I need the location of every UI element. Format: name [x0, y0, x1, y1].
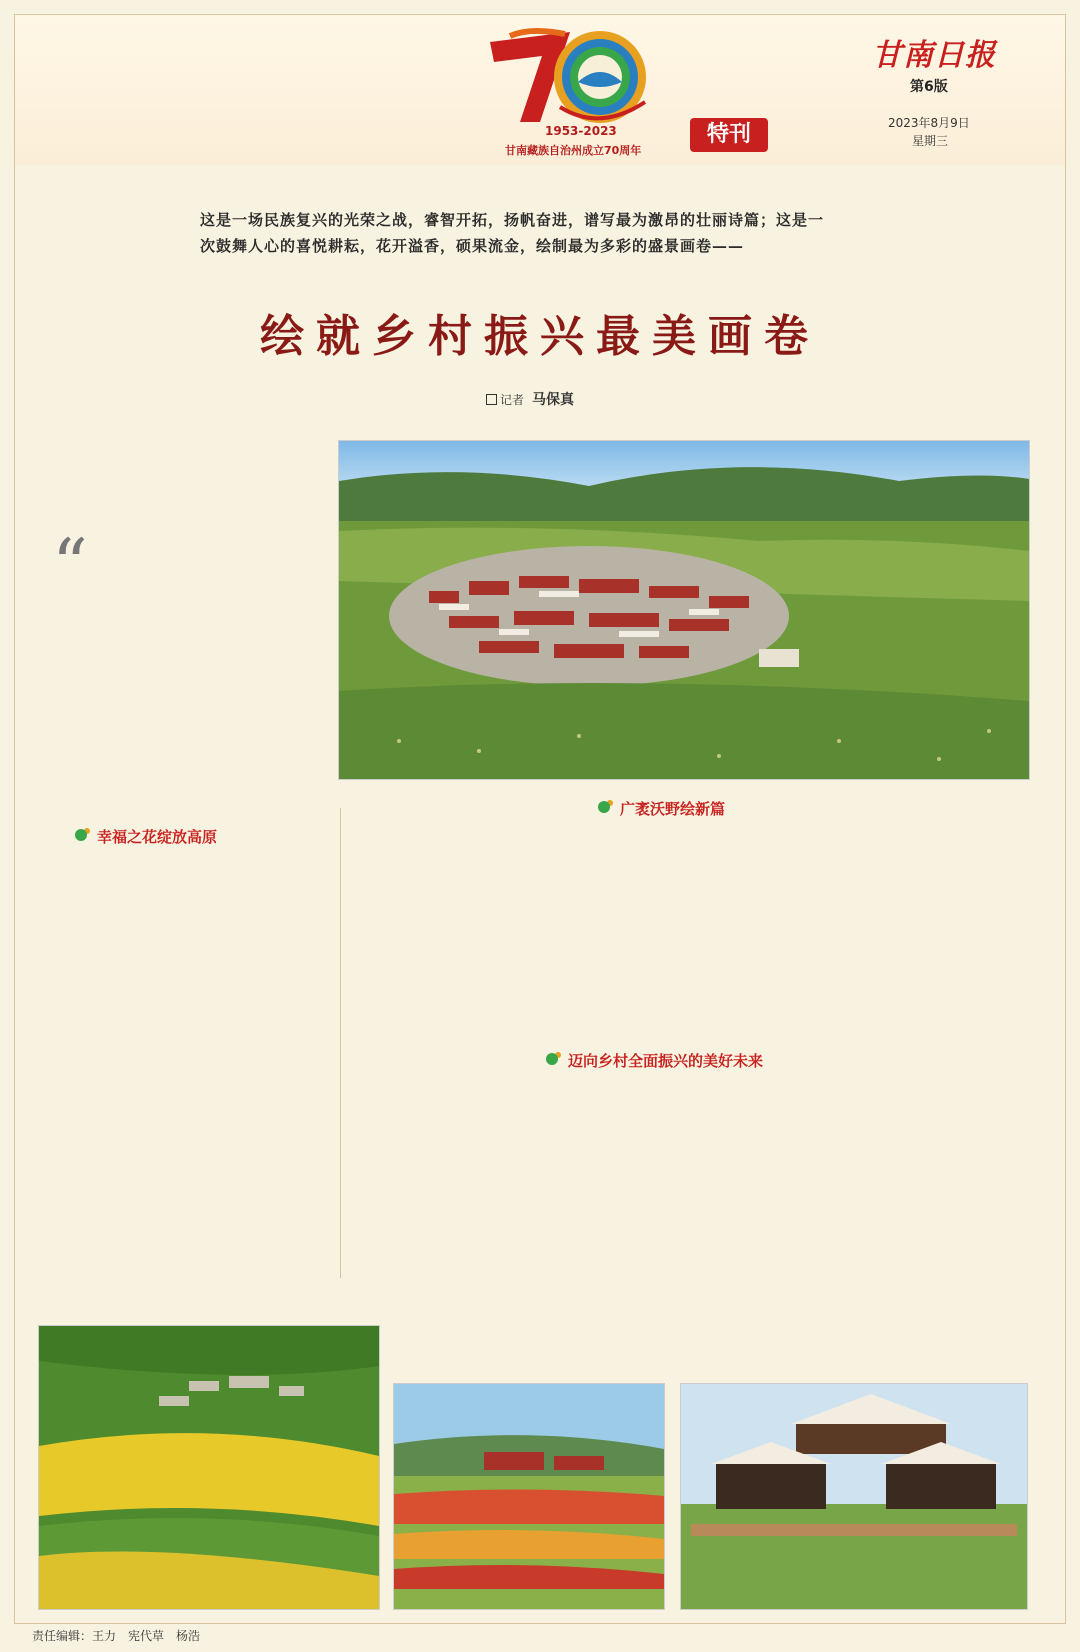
logo-subtitle: 甘南藏族自治州成立70周年: [505, 144, 642, 157]
flower-icon: [546, 1053, 558, 1065]
section-1-body: [62, 873, 324, 876]
byline-prefix: 记者: [500, 393, 525, 407]
photo-flower-garden-tourism: [393, 1383, 665, 1610]
intro-line-1: 这是一场民族复兴的光荣之战，睿智开拓，扬帆奋进，谱写最为激昂的壮丽诗篇；这是一: [200, 211, 825, 229]
flower-icon: [75, 829, 87, 841]
section-1-title: 幸福之花绽放高原: [97, 828, 218, 846]
byline-name: 马保真: [532, 392, 575, 408]
intro-lead: [200, 207, 880, 259]
anniversary-70-logo: [480, 22, 680, 162]
section-3-heading: [546, 1050, 763, 1071]
byline: [486, 389, 574, 409]
photo-rapeseed-fields-village: [38, 1325, 380, 1610]
footer-editors: 责任编辑：王力 宪代草 杨浩: [32, 1629, 201, 1643]
main-photo-village-landscape: [338, 440, 1030, 780]
byline-box-icon: [486, 394, 497, 405]
section-1-heading: [75, 826, 217, 847]
edition-number: 第6版: [910, 79, 948, 95]
quote-text: [65, 565, 327, 567]
special-edition-badge: 特刊: [690, 118, 768, 152]
logo-years: 1953-2023: [545, 124, 617, 138]
column-divider: [340, 808, 341, 1278]
issue-weekday: 星期三: [912, 134, 949, 148]
section-2-title: 广袤沃野绘新篇: [620, 800, 726, 818]
newspaper-masthead: 甘南日报: [872, 38, 996, 73]
section-2-heading: [598, 798, 725, 819]
photo-tent-pavilion-grassland: [680, 1383, 1028, 1610]
article-title: 绘就乡村振兴最美画卷: [260, 311, 820, 362]
intro-line-2: 次鼓舞人心的喜悦耕耘，花开溢香，硕果流金，绘制最为多彩的盛景画卷——: [200, 237, 745, 255]
quote-mark: “: [52, 524, 88, 606]
section-3-title: 迈向乡村全面振兴的美好未来: [568, 1052, 764, 1070]
flower-icon: [598, 801, 610, 813]
issue-date: 2023年8月9日: [888, 116, 970, 130]
